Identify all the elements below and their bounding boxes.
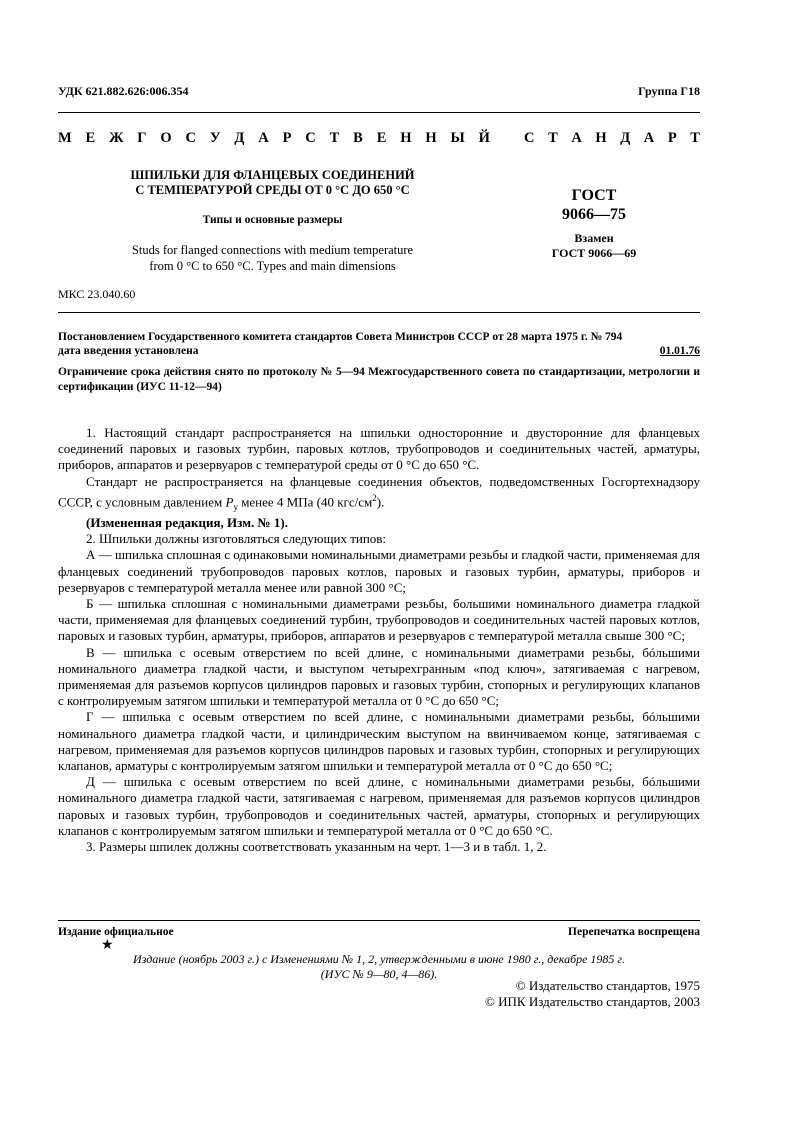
mks-code: МКС 23.040.60 [58, 287, 136, 301]
banner-letter: Й [478, 130, 490, 146]
banner-letter: Ж [109, 130, 124, 146]
document-title [58, 168, 487, 198]
standard-banner [58, 130, 700, 147]
banner-letter: Е [85, 130, 96, 146]
official-edition-label: Издание официальное [58, 926, 174, 938]
banner-letter: А [643, 130, 655, 146]
title-line-2: С ТЕМПЕРАТУРОЙ СРЕДЫ ОТ 0 °С ДО 650 °С [135, 183, 410, 197]
banner-letter: Р [282, 130, 292, 146]
banner-letter: Д [620, 130, 631, 146]
gost-number: 9066—75 [562, 206, 626, 223]
reprint-prohibited-label: Перепечатка воспрещена [568, 926, 700, 938]
english-title [58, 242, 487, 274]
gost-designation [512, 186, 676, 261]
udk-code: УДК 621.882.626:006.354 [58, 84, 189, 98]
banner-letter: У [209, 130, 221, 146]
type-g: Г — шпилька с осевым отверстием по всей длине, с номинальными диаметрами резьбы, бóльшими номинального диаметра гладкой части, и цилиндрическим выступом на ввинчиваемом конце, затягиваемая с нагревом, применяемая для разъемов корпусов цилиндров паровых и газовых турбин, стопорных и регулирующих клапанов, арматуры с контролируемым затягом шпильки и температурой металла от 0 °С до 650 °С; [58, 709, 700, 773]
banner-letter: Т [690, 130, 700, 146]
banner-letter: Г [137, 130, 147, 146]
gost-label: ГОСТ [571, 187, 617, 204]
copyright-2: © ИПК Издательство стандартов, 2003 [485, 994, 700, 1009]
banner-letter: А [258, 130, 269, 146]
banner-letter: Н [400, 130, 412, 146]
banner-letter: Д [234, 130, 245, 146]
copyright-block [485, 978, 700, 1010]
banner-letter: В [353, 130, 363, 146]
document-body [58, 425, 700, 855]
english-title-line-1: Studs for flanged connections with medium temperature [131, 243, 414, 257]
document-subtitle: Типы и основные размеры [202, 214, 343, 226]
paragraph-1: 1. Настоящий стандарт распространяется на шпильки односторонние и двусторонние для фланцевых соединений паровых и газовых турбин, паровых котлов, трубопроводов и соединительных частей, арматуры, приборов, аппаратов и резервуаров с температурой среды от 0 °С до 650 °С. [58, 425, 700, 473]
footer-rule [58, 920, 700, 921]
banner-letter: Н [425, 130, 437, 146]
top-rule [58, 112, 700, 113]
banner-letter: Р [667, 130, 677, 146]
paragraph-4: 3. Размеры шпилек должны соответствовать указанным на черт. 1—3 и в табл. 1, 2. [86, 839, 547, 854]
type-v: В — шпилька с осевым отверстием по всей длине, с номинальными диаметрами резьбы, бóльшими номинального диаметра гладкой части, и выступом четырехгранным «под ключ», затягиваемая с нагревом, применяемая для разъемов корпусов цилиндров паровых и газовых турбин, стопорных и регулирующих клапанов с контролируемым затягом шпильки и температурой металла от 0 °С до 650 °С; [58, 644, 700, 709]
paragraph-3: 2. Шпильки должны изготовляться следующих типов: [86, 531, 387, 547]
banner-letter: Ы [450, 130, 465, 146]
copyright-1: © Издательство стандартов, 1975 [515, 978, 700, 993]
decree-block [58, 330, 700, 358]
banner-word-standard [524, 130, 700, 147]
banner-letter: А [571, 130, 582, 146]
edition-note [58, 952, 700, 981]
banner-word-interstate [58, 130, 490, 147]
type-a: А — шпилька сплошная с одинаковыми номинальными диаметрами резьбы и гладкой части, применяемая для фланцевых соединений трубопроводов паровых котлов, паровых и газовых турбин, арматуры, приборов и резервуаров с температурой металла менее или равной 300 °С; [58, 547, 700, 595]
edition-line-1: Издание (ноябрь 2003 г.) с Изменениями № 1, 2, утвержденными в июне 1980 г., декабре 1985 г. [133, 952, 625, 966]
edition-line-2: (ИУС № 9—80, 4—86). [320, 966, 438, 981]
banner-letter: Е [376, 130, 387, 146]
group-code: Группа Г18 [638, 84, 700, 98]
banner-letter: Т [329, 130, 340, 146]
replaces-gost: ГОСТ 9066—69 [551, 246, 637, 260]
decree-intro-date: 01.01.76 [659, 345, 700, 357]
decree-intro-label: дата введения установлена [58, 345, 199, 357]
banner-letter: С [524, 130, 535, 146]
replaces-label: Взамен [574, 231, 614, 245]
banner-letter: С [305, 130, 316, 146]
type-d: Д — шпилька с осевым отверстием по всей длине, с номинальными диаметрами резьбы, бóльшими номинального диаметра гладкой части, затягиваемая с нагревом, применяемая для разъемов корпусов цилиндров паровых и газовых турбин, трубопроводов и соединительных частей, арматуры, стопорных и регулирующих клапанов с контролируемым затягом шпильки и температурой металла от 0 °С до 650 °С. [58, 774, 700, 838]
title-line-1: ШПИЛЬКИ ДЛЯ ФЛАНЦЕВЫХ СОЕДИНЕНИЙ [130, 168, 415, 182]
english-title-line-2: from 0 °C to 650 °C. Types and main dimensions [149, 259, 396, 273]
middle-rule [58, 312, 700, 313]
banner-letter: Т [548, 130, 558, 146]
amendment-note: (Измененная редакция, Изм. № 1). [86, 514, 288, 530]
star-icon: ★ [101, 938, 114, 953]
banner-letter: Н [595, 130, 607, 146]
type-b: Б — шпилька сплошная с номинальными диаметрами резьбы, большими номинального диаметра гладкой части, применяемая для фланцевых соединений турбин, трубопроводов и соединительных частей паровых котлов, паровых и газовых турбин, арматуры, приборов, аппаратов и резервуаров с температурой металла свыше 300 °С; [58, 595, 700, 644]
banner-letter: С [185, 130, 196, 146]
banner-letter: М [58, 130, 72, 146]
decree-line-1: Постановлением Государственного комитета стандартов Совета Министров СССР от 28 марта 1975 г. № 794 [58, 331, 623, 343]
banner-letter: О [160, 130, 172, 146]
pressure-symbol: P [225, 494, 234, 510]
paragraph-2: Стандарт не распространяется на фланцевые соединения объектов, подведомственных Госгортехнадзору СССР, с условным давлением $P_у$ менее 4 МПа (40 кгс/$см^2$). [58, 473, 700, 512]
limitation-note: Ограничение срока действия снято по протоколу № 5—94 Межгосударственного совета по стандартизации, метрологии и сертификации (ИУС 11-12—94) [58, 366, 700, 393]
